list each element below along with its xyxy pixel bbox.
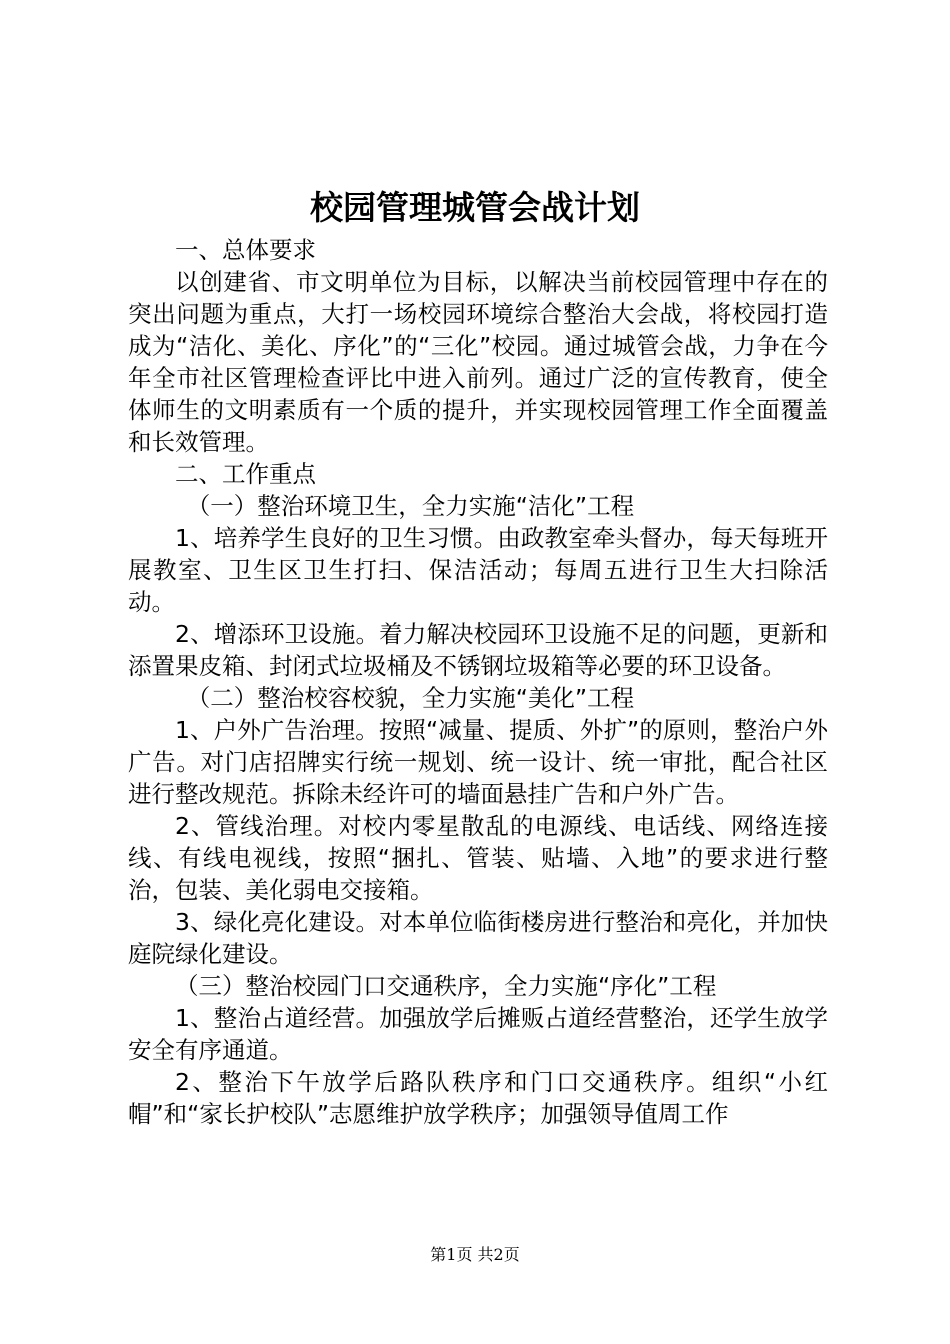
page-number-footer: 第1页 共2页 — [430, 1245, 520, 1264]
section-heading-2: 二、工作重点 — [175, 460, 316, 488]
paragraph-item: 2、管线治理。对校内零星散乱的电源线、电话线、网络连接线、有线电视线，按照“捆扎、管装、贴墙、入地”的要求进行整治，包装、美化弱电交接箱。 — [128, 812, 828, 904]
paragraph-item: 2、增添环卫设施。着力解决校园环卫设施不足的问题，更新和添置果皮箱、封闭式垃圾桶及不锈钢垃圾箱等必要的环卫设备。 — [128, 620, 828, 680]
subsection-heading-3: （三）整治校园门口交通秩序，全力实施“序化”工程 — [175, 972, 717, 1000]
section-heading-1: 一、总体要求 — [175, 236, 316, 264]
paragraph-item: 1、培养学生良好的卫生习惯。由政教室牵头督办，每天每班开展教室、卫生区卫生打扫、保洁活动；每周五进行卫生大扫除活动。 — [128, 524, 828, 616]
subsection-heading-1: （一）整治环境卫生，全力实施“洁化”工程 — [186, 492, 635, 520]
document-body — [128, 234, 828, 1130]
subsection-heading-2: （二）整治校容校貌，全力实施“美化”工程 — [186, 684, 635, 712]
paragraph-item: 1、整治占道经营。加强放学后摊贩占道经营整治，还学生放学安全有序通道。 — [128, 1004, 828, 1064]
paragraph-item: 3、绿化亮化建设。对本单位临街楼房进行整治和亮化，并加快庭院绿化建设。 — [128, 908, 828, 968]
paragraph-item: 1、户外广告治理。按照“减量、提质、外扩”的原则，整治户外广告。对门店招牌实行统一规划、统一设计、统一审批，配合社区进行整改规范。拆除未经许可的墙面悬挂广告和户外广告。 — [128, 716, 828, 808]
paragraph-overall-requirements: 以创建省、市文明单位为目标，以解决当前校园管理中存在的突出问题为重点，大打一场校园环境综合整治大会战，将校园打造成为“洁化、美化、序化”的“三化”校园。通过城管会战，力争在今年全市社区管理检查评比中进入前列。通过广泛的宣传教育，使全体师生的文明素质有一个质的提升，并实现校园管理工作全面覆盖和长效管理。 — [128, 268, 828, 456]
paragraph-item: 2、整治下午放学后路队秩序和门口交通秩序。组织“小红帽”和“家长护校队”志愿维护放学秩序；加强领导值周工作 — [128, 1068, 828, 1128]
document-title: 校园管理城管会战计划 — [310, 188, 640, 227]
